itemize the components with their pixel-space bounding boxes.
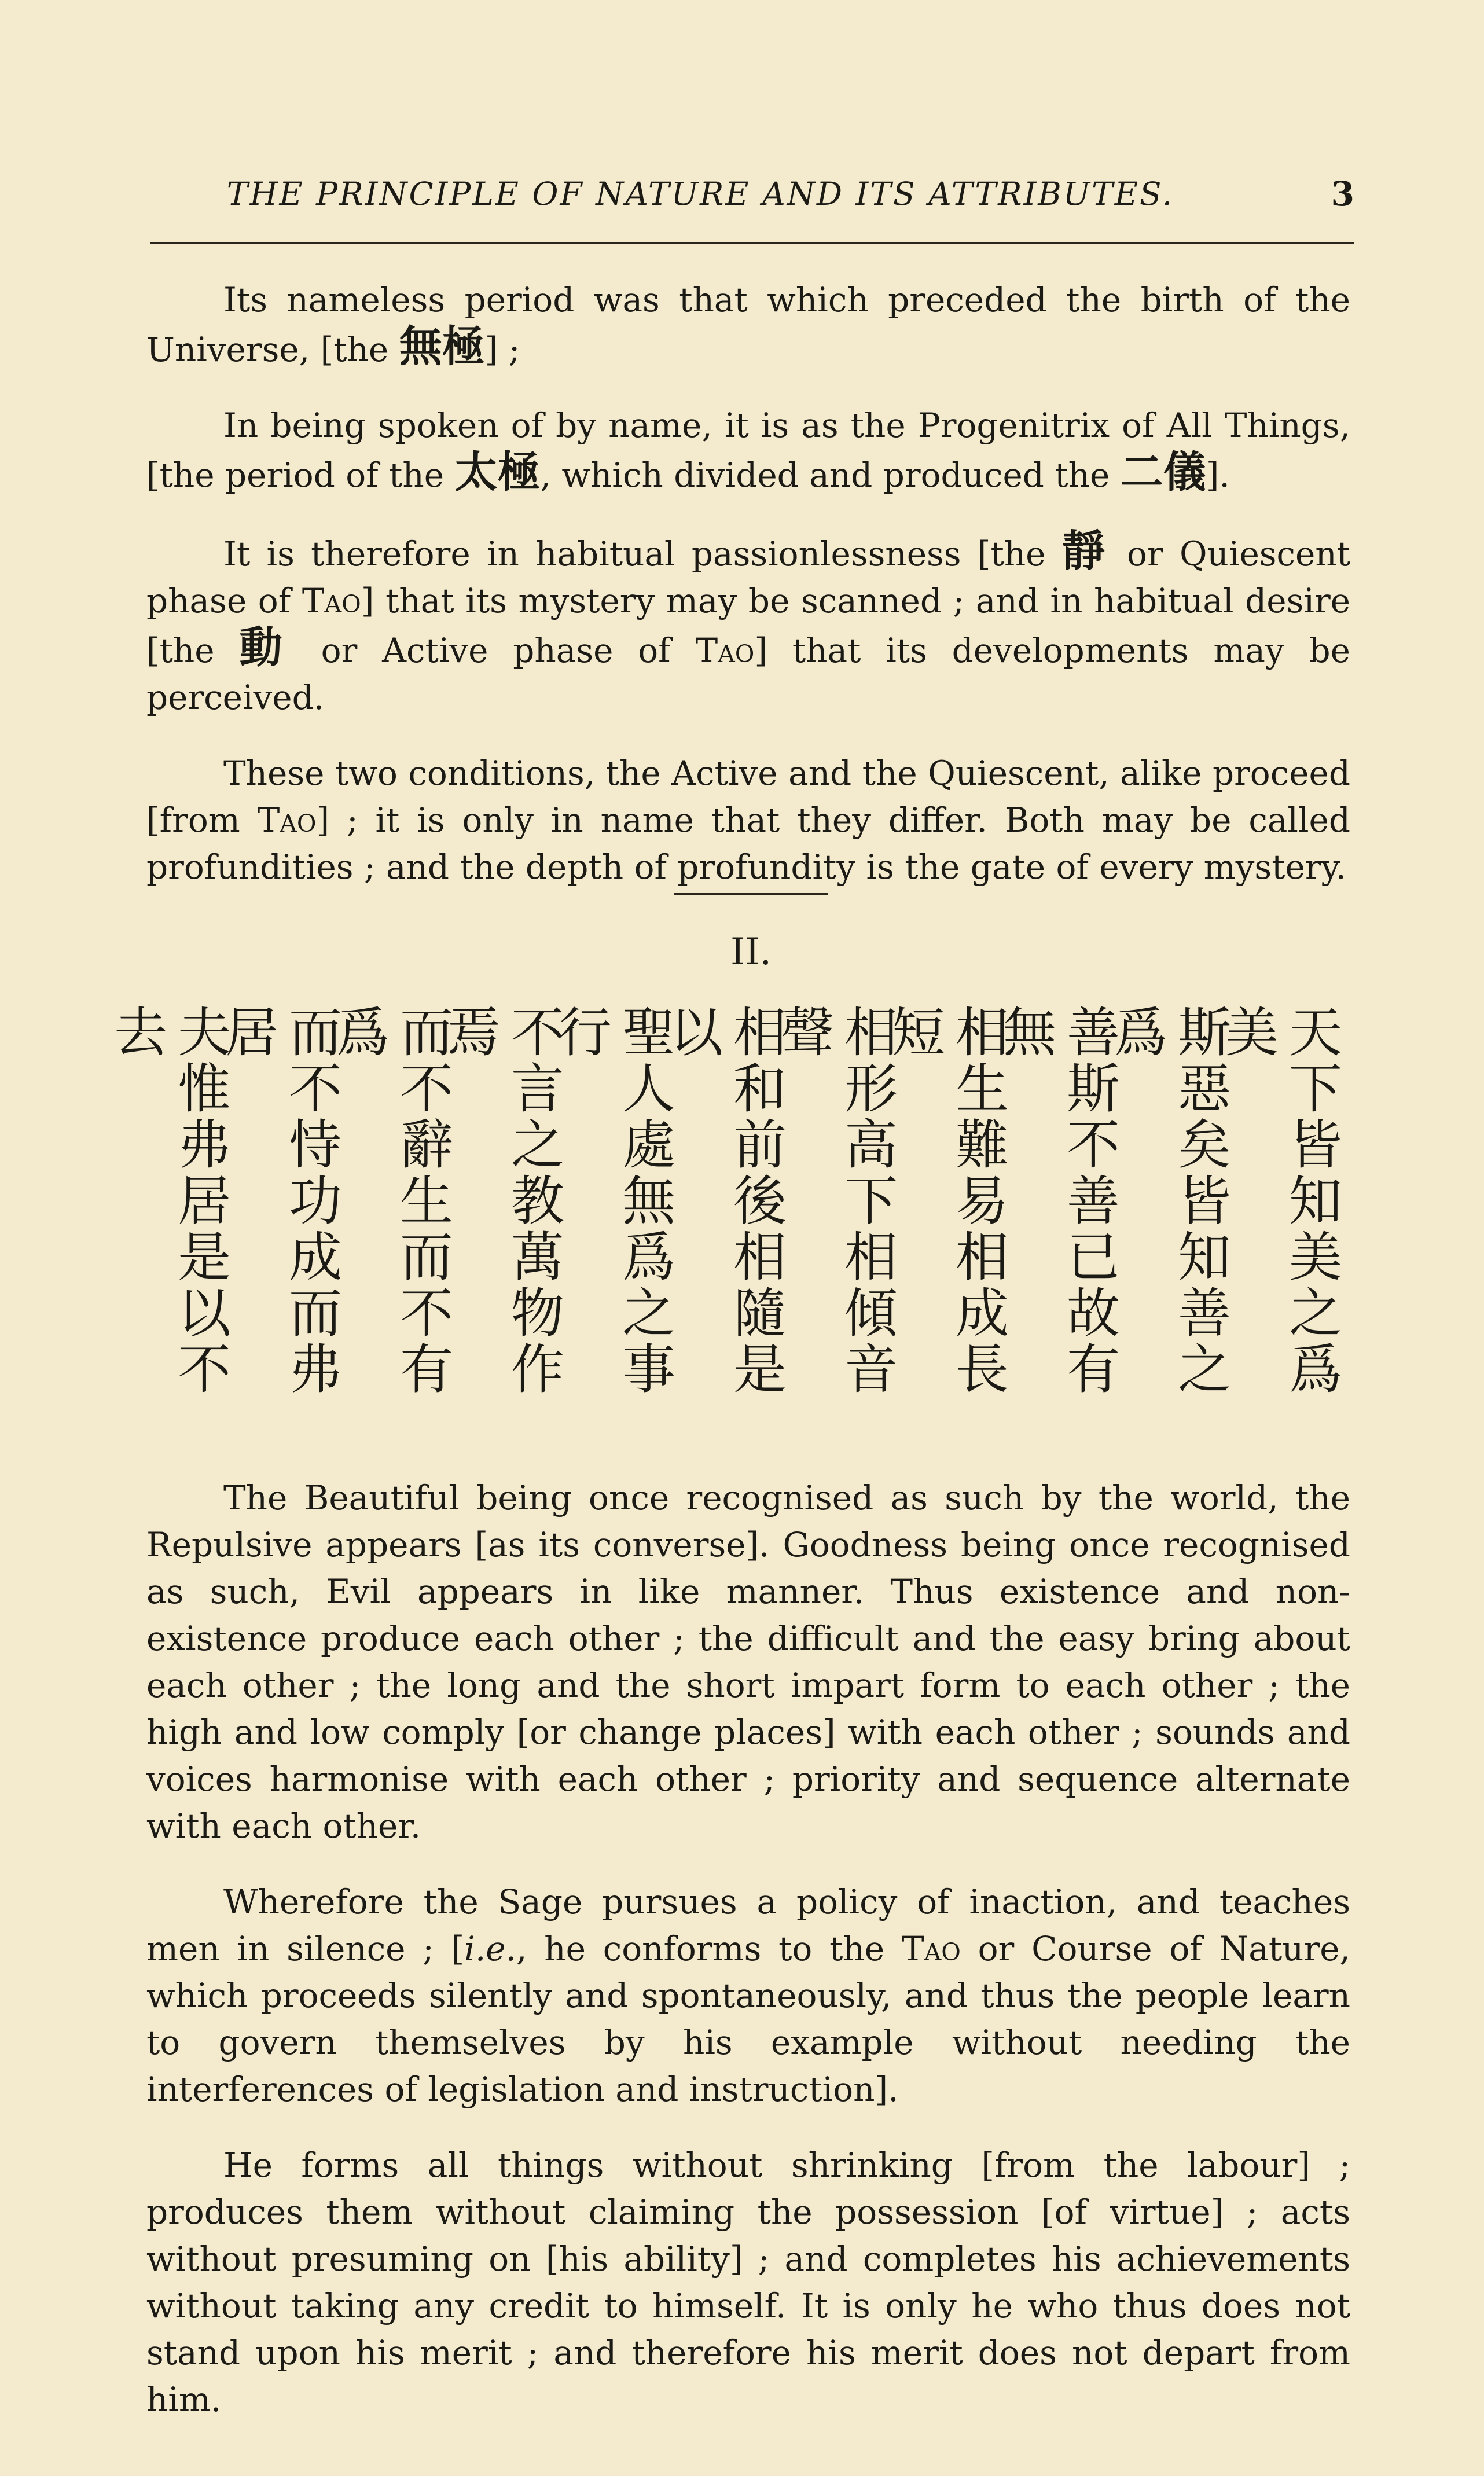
chinese-text-block xyxy=(105,1004,1343,1450)
paragraph-two-conditions xyxy=(146,750,1350,891)
paragraph-sage xyxy=(146,1879,1350,2113)
text-run: Wherefore the Sage pursues a policy of inaction, and teaches men in silence ; [ xyxy=(146,1882,1350,1968)
chinese-column-2: 斯惡矣皆知善之爲 xyxy=(1105,1004,1231,1397)
chinese-term-jing: 靜 xyxy=(1061,526,1111,576)
text-run: or Quiescent phase of xyxy=(146,534,1351,620)
small-caps-tao: Tao xyxy=(302,581,361,620)
running-header xyxy=(150,171,1354,217)
small-caps-tao: Tao xyxy=(901,1929,961,1968)
text-run: ]. xyxy=(1206,455,1230,495)
chinese-column-4: 相生難易相成長短 xyxy=(883,1004,1009,1397)
text-run: , which divided and produced the xyxy=(540,455,1121,495)
text-run: These two conditions, the Active and the Quiescent, alike proceed [from xyxy=(146,754,1350,840)
chinese-column-1: 天下皆知美之爲美 xyxy=(1217,1004,1342,1397)
chapter-numeral: II. xyxy=(730,931,772,973)
paragraph-beautiful: The Beautiful being once recognised as such by the world, the Repulsive appears [as its converse]. Goodness being once recognised as such, Evil appears in like manner. Thus existence and non-existence produce each other ; the difficult and the easy bring about each other ; the long and the short impart form to each other ; the high and low comply [or change places] with each other ; sounds and voices harmonise with each other ; priority and sequence alternate with each other. xyxy=(146,1478,1350,1846)
chinese-column-11: 夫惟弗居是以不去 xyxy=(105,1004,231,1397)
chinese-column-8: 不言之教萬物作焉 xyxy=(439,1004,564,1397)
text-run: Its nameless period was that which preceded the birth of the Universe, [the xyxy=(146,280,1350,369)
chinese-term-eryi: 二儀 xyxy=(1120,447,1206,497)
chinese-column-10: 而不恃功成而弗居 xyxy=(216,1004,342,1397)
page-number: 3 xyxy=(1331,174,1354,214)
text-run: In being spoken of by name, it is as the Progenitrix of All Things, [the period of the xyxy=(146,406,1350,495)
running-title: THE PRINCIPLE OF NATURE AND ITS ATTRIBUTES. xyxy=(226,175,1174,212)
chinese-column-7: 聖人處無爲之事行 xyxy=(550,1004,675,1397)
paragraph-forms-all-things: He forms all things without shrinking [from the labour] ; produces them without claiming the possession [of virtue] ; acts without presuming on [his ability] ; and completes his achievements without taking any credit to himself. It is only he who thus does not stand upon his merit ; and therefore his merit does not depart from him. xyxy=(146,2146,1350,2419)
text-run: or Course of Nature, which proceeds silently and spontaneously, and thus the people learn to govern themselves by his example without needing the interferences of legislation and instruction]. xyxy=(146,1929,1350,2109)
chinese-column-5: 相形高下相傾音聲 xyxy=(772,1004,898,1397)
text-run: or Active phase of xyxy=(296,631,696,670)
chinese-column-6: 相和前後相隨是以 xyxy=(661,1004,787,1397)
text-run: ] that its developments may be perceived. xyxy=(146,631,1350,717)
text-run: ] ; it is only in name that they differ. Both may be called profundities ; and the depth of profundity is the gate of every mystery. xyxy=(146,800,1350,887)
chinese-column-3: 善斯不善已故有無 xyxy=(994,1004,1120,1397)
text-run: ] that its mystery may be scanned ; and in habitual desire [the xyxy=(146,581,1350,670)
chinese-term-dong: 動 xyxy=(239,623,296,673)
paragraph-passionlessness xyxy=(146,528,1350,721)
chinese-term-taiji: 太極 xyxy=(454,447,541,497)
chapter-one-continuation xyxy=(146,277,1350,920)
text-run: It is therefore in habitual passionlessness [the xyxy=(223,534,1062,574)
text-run: ] ; xyxy=(484,330,520,369)
small-caps-tao: Tao xyxy=(695,631,755,670)
paragraph-nameless-period xyxy=(146,277,1350,373)
chinese-column-9: 而不辭生而不有爲 xyxy=(328,1004,453,1397)
section-divider xyxy=(674,893,828,895)
header-rule xyxy=(150,242,1354,244)
italic-ie: i.e. xyxy=(464,1929,517,1968)
small-caps-tao: Tao xyxy=(257,800,317,840)
chapter-two-translation xyxy=(146,1475,1350,2452)
chinese-term-wuji: 無極 xyxy=(399,322,485,372)
text-run: , he conforms to the xyxy=(516,1929,902,1968)
paragraph-progenitrix xyxy=(146,402,1350,499)
